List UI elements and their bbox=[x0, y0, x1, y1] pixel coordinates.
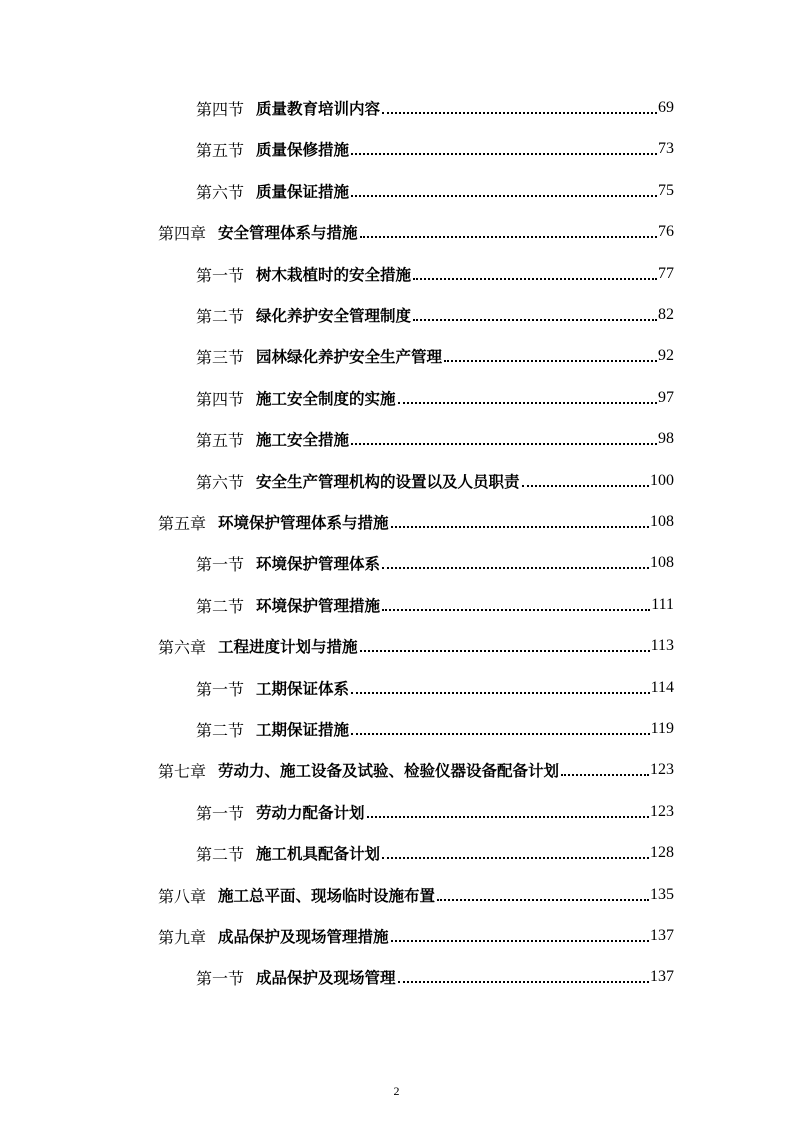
toc-dot-leader bbox=[391, 525, 649, 528]
toc-entry-label: 第六节 bbox=[196, 472, 245, 492]
toc-dot-leader bbox=[391, 939, 649, 942]
toc-dot-leader bbox=[382, 608, 650, 611]
toc-section-entry bbox=[196, 713, 674, 745]
toc-entry-page: 128 bbox=[650, 844, 674, 861]
toc-entry-title: 劳动力、施工设备及试验、检验仪器设备配备计划 bbox=[218, 762, 560, 780]
toc-section-entry bbox=[196, 258, 674, 290]
toc-entry-label: 第五节 bbox=[196, 140, 245, 160]
toc-entry-page: 97 bbox=[658, 389, 674, 406]
toc-dot-leader bbox=[360, 235, 657, 238]
toc-section-entry bbox=[196, 175, 674, 207]
toc-entry-page: 98 bbox=[658, 430, 674, 447]
toc-entry-label: 第二节 bbox=[196, 844, 245, 864]
toc-entry-label: 第三节 bbox=[196, 347, 245, 367]
toc-dot-leader bbox=[351, 194, 657, 197]
toc-entry-page: 108 bbox=[650, 554, 674, 571]
toc-entry-label: 第二节 bbox=[196, 306, 245, 326]
toc-entry-title: 环境保护管理措施 bbox=[256, 597, 381, 615]
toc-entry-page: 137 bbox=[650, 968, 674, 985]
toc-entry-title: 树木栽植时的安全措施 bbox=[256, 266, 412, 284]
toc-section-entry bbox=[196, 796, 674, 828]
toc-dot-leader bbox=[561, 773, 649, 776]
toc-entry-title: 工程进度计划与措施 bbox=[218, 638, 358, 656]
toc-entry-page: 100 bbox=[650, 472, 674, 489]
toc-entry-label: 第六章 bbox=[158, 637, 207, 657]
toc-entry-title: 环境保护管理体系与措施 bbox=[218, 514, 389, 532]
toc-entry-label: 第一节 bbox=[196, 679, 245, 699]
toc-dot-leader bbox=[382, 111, 657, 114]
toc-entry-page: 73 bbox=[658, 140, 674, 157]
toc-chapter-entry bbox=[158, 216, 674, 248]
toc-entry-title: 质量保修措施 bbox=[256, 141, 350, 159]
toc-entry-label: 第四节 bbox=[196, 99, 245, 119]
toc-entry-page: 108 bbox=[650, 513, 674, 530]
toc-entry-title: 安全生产管理机构的设置以及人员职责 bbox=[256, 473, 520, 491]
toc-dot-leader bbox=[351, 691, 650, 694]
toc-entry-page: 77 bbox=[658, 265, 674, 282]
toc-section-entry bbox=[196, 299, 674, 331]
toc-entry-label: 第五章 bbox=[158, 513, 207, 533]
toc-entry-title: 质量教育培训内容 bbox=[256, 100, 381, 118]
toc-dot-leader bbox=[351, 732, 650, 735]
toc-entry-page: 113 bbox=[650, 637, 674, 654]
toc-entry-title: 成品保护及现场管理措施 bbox=[218, 928, 389, 946]
toc-dot-leader bbox=[382, 566, 649, 569]
toc-section-entry bbox=[196, 92, 674, 124]
toc-section-entry bbox=[196, 547, 674, 579]
toc-entry-title: 工期保证体系 bbox=[256, 680, 350, 698]
toc-dot-leader bbox=[444, 359, 657, 362]
toc-section-entry bbox=[196, 589, 674, 621]
toc-entry-title: 环境保护管理体系 bbox=[256, 555, 381, 573]
toc-dot-leader bbox=[360, 649, 650, 652]
toc-section-entry bbox=[196, 382, 674, 414]
toc-entry-title: 成品保护及现场管理 bbox=[256, 969, 396, 987]
toc-entry-title: 劳动力配备计划 bbox=[256, 804, 365, 822]
toc-entry-page: 137 bbox=[650, 927, 674, 944]
toc-section-entry bbox=[196, 133, 674, 165]
toc-dot-leader bbox=[522, 484, 649, 487]
toc-entry-page: 69 bbox=[658, 99, 674, 116]
toc-entry-label: 第一节 bbox=[196, 554, 245, 574]
toc-dot-leader bbox=[398, 401, 657, 404]
toc-chapter-entry bbox=[158, 630, 674, 662]
toc-chapter-entry bbox=[158, 754, 674, 786]
toc-entry-page: 75 bbox=[658, 182, 674, 199]
toc-entry-label: 第二节 bbox=[196, 596, 245, 616]
toc-section-entry bbox=[196, 837, 674, 869]
toc-entry-title: 施工总平面、现场临时设施布置 bbox=[218, 887, 436, 905]
toc-dot-leader bbox=[413, 318, 657, 321]
toc-entry-title: 绿化养护安全管理制度 bbox=[256, 307, 412, 325]
toc-dot-leader bbox=[367, 815, 649, 818]
toc-section-entry bbox=[196, 672, 674, 704]
toc-section-entry bbox=[196, 961, 674, 993]
toc-entry-page: 119 bbox=[650, 720, 674, 737]
toc-dot-leader bbox=[398, 980, 649, 983]
toc-entry-title: 施工安全制度的实施 bbox=[256, 390, 396, 408]
toc-entry-page: 82 bbox=[658, 306, 674, 323]
toc-dot-leader bbox=[382, 856, 649, 859]
toc-chapter-entry bbox=[158, 879, 674, 911]
toc-entry-page: 76 bbox=[658, 223, 674, 240]
toc-dot-leader bbox=[437, 898, 649, 901]
toc-dot-leader bbox=[351, 152, 657, 155]
toc-section-entry bbox=[196, 465, 674, 497]
toc-entry-title: 工期保证措施 bbox=[256, 721, 350, 739]
toc-entry-page: 135 bbox=[650, 886, 674, 903]
toc-entry-label: 第二节 bbox=[196, 720, 245, 740]
toc-entry-page: 111 bbox=[651, 596, 674, 613]
toc-entry-label: 第五节 bbox=[196, 430, 245, 450]
toc-entry-title: 园林绿化养护安全生产管理 bbox=[256, 348, 443, 366]
toc-chapter-entry bbox=[158, 506, 674, 538]
toc-entry-label: 第一节 bbox=[196, 265, 245, 285]
toc-entry-page: 123 bbox=[650, 803, 674, 820]
toc-entry-label: 第四章 bbox=[158, 223, 207, 243]
toc-entry-page: 92 bbox=[658, 347, 674, 364]
toc-entry-label: 第一节 bbox=[196, 803, 245, 823]
toc-entry-title: 质量保证措施 bbox=[256, 183, 350, 201]
toc-dot-leader bbox=[413, 277, 657, 280]
toc-dot-leader bbox=[351, 442, 657, 445]
toc-entry-label: 第九章 bbox=[158, 927, 207, 947]
toc-entry-title: 施工机具配备计划 bbox=[256, 845, 381, 863]
page-number: 2 bbox=[393, 1084, 400, 1098]
toc-entry-page: 114 bbox=[650, 679, 674, 696]
toc-entry-label: 第八章 bbox=[158, 886, 207, 906]
toc-entry-label: 第四节 bbox=[196, 389, 245, 409]
toc-entry-page: 123 bbox=[650, 761, 674, 778]
toc-entry-label: 第七章 bbox=[158, 761, 207, 781]
toc-chapter-entry bbox=[158, 920, 674, 952]
toc-entry-title: 安全管理体系与措施 bbox=[218, 224, 358, 242]
toc-entry-label: 第一节 bbox=[196, 968, 245, 988]
toc-section-entry bbox=[196, 423, 674, 455]
toc-section-entry bbox=[196, 340, 674, 372]
toc-entry-label: 第六节 bbox=[196, 182, 245, 202]
toc-entry-title: 施工安全措施 bbox=[256, 431, 350, 449]
